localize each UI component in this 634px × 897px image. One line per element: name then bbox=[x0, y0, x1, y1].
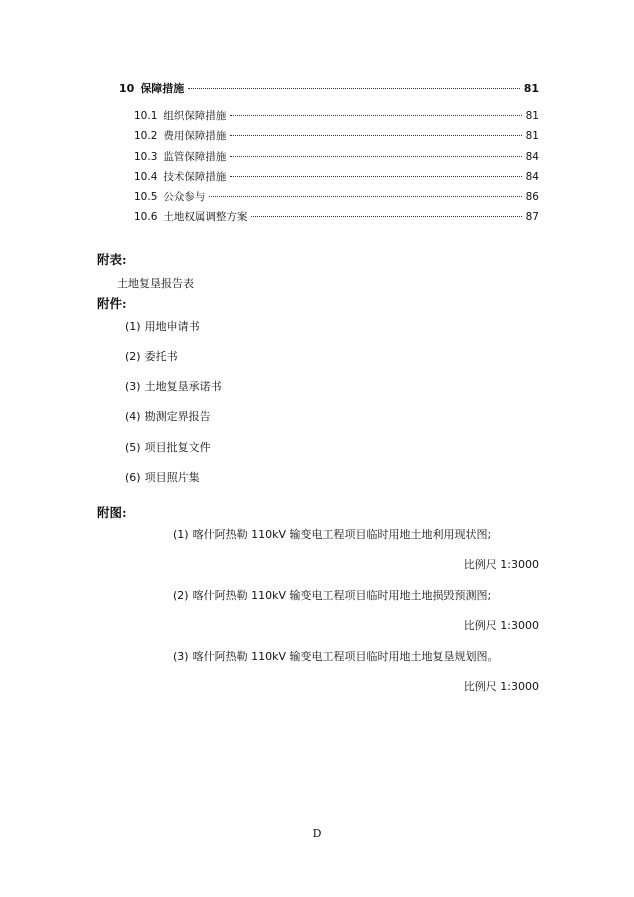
toc-page: 84 bbox=[525, 171, 539, 183]
attachment-item-1 bbox=[125, 318, 200, 334]
attachment-text: 项目照片集 bbox=[144, 471, 200, 484]
toc-entry-10-4[interactable] bbox=[134, 169, 539, 185]
attachment-index: (4) bbox=[125, 410, 141, 423]
toc-entry-10-3[interactable] bbox=[134, 149, 539, 165]
toc-entry-10-1[interactable] bbox=[134, 108, 539, 124]
toc-title: 公众参与 bbox=[163, 191, 206, 203]
map-title: 喀什阿热勒 110kV 输变电工程项目临时用地土地损毁预测图; bbox=[192, 589, 492, 602]
map-index: (3) bbox=[173, 650, 189, 663]
attachment-index: (3) bbox=[125, 380, 141, 393]
toc-leader bbox=[230, 176, 521, 177]
toc-page: 87 bbox=[525, 211, 539, 223]
toc-leader bbox=[230, 135, 521, 136]
toc-number: 10.5 bbox=[134, 191, 158, 203]
attachments-heading: 附件: bbox=[97, 296, 127, 311]
map-scale-3: 比例尺 1:3000 bbox=[463, 680, 539, 693]
attached-maps-heading: 附图: bbox=[97, 505, 127, 520]
attached-table-item: 土地复垦报告表 bbox=[117, 277, 194, 290]
toc-entry-10-5[interactable] bbox=[134, 189, 539, 205]
toc-page: 86 bbox=[525, 191, 539, 203]
toc-page: 81 bbox=[525, 110, 539, 122]
attachment-index: (6) bbox=[125, 471, 141, 484]
toc-leader bbox=[209, 196, 521, 197]
map-index: (1) bbox=[173, 528, 189, 541]
toc-title: 技术保障措施 bbox=[163, 171, 227, 183]
toc-leader bbox=[230, 156, 521, 157]
toc-page: 84 bbox=[525, 151, 539, 163]
toc-number: 10.4 bbox=[134, 171, 158, 183]
attachment-text: 委托书 bbox=[144, 350, 178, 363]
toc-leader bbox=[188, 88, 519, 89]
toc-number: 10 bbox=[119, 82, 135, 95]
map-scale-1: 比例尺 1:3000 bbox=[463, 558, 539, 571]
toc-entry-10-2[interactable] bbox=[134, 128, 539, 144]
toc-title: 土地权属调整方案 bbox=[163, 211, 248, 223]
toc-number: 10.1 bbox=[134, 110, 158, 122]
map-scale-2: 比例尺 1:3000 bbox=[463, 619, 539, 632]
toc-title: 组织保障措施 bbox=[163, 110, 227, 122]
attachment-text: 项目批复文件 bbox=[144, 441, 211, 454]
map-item-1 bbox=[173, 526, 491, 542]
map-item-3 bbox=[173, 648, 498, 664]
page-number: D bbox=[312, 827, 322, 840]
toc-title: 费用保障措施 bbox=[163, 130, 227, 142]
map-index: (2) bbox=[173, 589, 189, 602]
toc-entry-10-6[interactable] bbox=[134, 209, 539, 225]
map-title: 喀什阿热勒 110kV 输变电工程项目临时用地土地利用现状图; bbox=[192, 528, 492, 541]
attachment-item-6 bbox=[125, 469, 200, 485]
toc-title: 保障措施 bbox=[140, 82, 185, 95]
toc-leader bbox=[251, 216, 521, 217]
attachment-index: (2) bbox=[125, 350, 141, 363]
attachment-index: (1) bbox=[125, 320, 141, 333]
toc-number: 10.2 bbox=[134, 130, 158, 142]
toc-entry-10[interactable] bbox=[119, 80, 539, 96]
map-item-2 bbox=[173, 587, 491, 603]
toc-title: 监管保障措施 bbox=[163, 151, 227, 163]
toc-number: 10.6 bbox=[134, 211, 158, 223]
attachment-item-4 bbox=[125, 408, 211, 424]
map-title: 喀什阿热勒 110kV 输变电工程项目临时用地土地复垦规划图。 bbox=[192, 650, 499, 663]
attachment-text: 土地复垦承诺书 bbox=[144, 380, 222, 393]
attachment-item-5 bbox=[125, 439, 211, 455]
attachment-text: 用地申请书 bbox=[144, 320, 200, 333]
toc-page: 81 bbox=[525, 130, 539, 142]
attached-tables-heading: 附表: bbox=[97, 252, 127, 267]
toc-number: 10.3 bbox=[134, 151, 158, 163]
attachment-item-2 bbox=[125, 348, 178, 364]
attachment-item-3 bbox=[125, 378, 222, 394]
toc-page: 81 bbox=[523, 82, 539, 95]
attachment-index: (5) bbox=[125, 441, 141, 454]
toc-leader bbox=[230, 115, 521, 116]
attachment-text: 勘测定界报告 bbox=[144, 410, 211, 423]
